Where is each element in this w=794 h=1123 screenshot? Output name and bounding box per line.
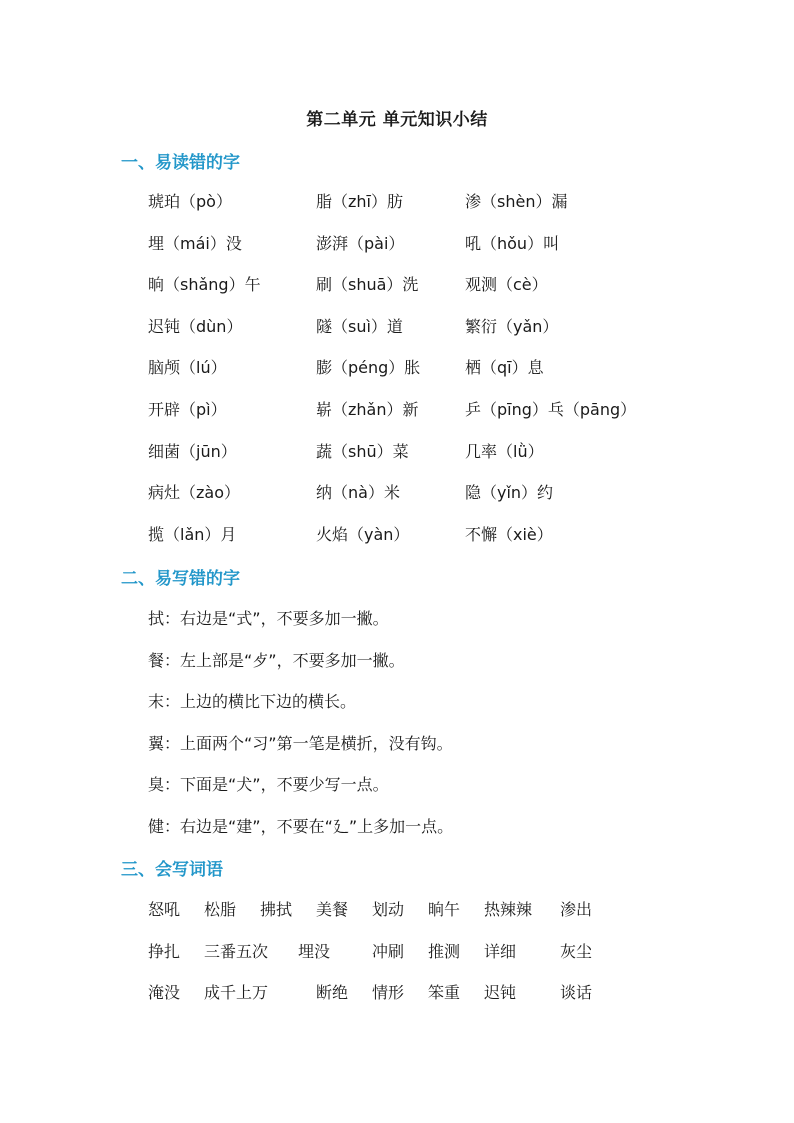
vocab-word: 三番五次 — [204, 942, 269, 961]
misread-item: 蔬（shū）菜 — [316, 442, 409, 461]
writing-note: 臭：下面是“犬”，不要少写一点。 — [148, 775, 389, 794]
misread-item: 崭（zhǎn）新 — [316, 400, 419, 419]
vocab-word: 热辣辣 — [484, 900, 533, 919]
vocab-word: 埋没 — [298, 942, 331, 961]
misread-item: 迟钝（dùn） — [148, 317, 243, 336]
misread-item: 隐（yǐn）约 — [465, 483, 554, 502]
vocab-word: 断绝 — [316, 983, 349, 1002]
writing-note: 健：右边是“建”，不要在“廴”上多加一点。 — [148, 817, 454, 836]
page-title: 第二单元 单元知识小结 — [306, 110, 488, 130]
writing-note: 餐：左上部是“歺”，不要多加一撇。 — [148, 651, 405, 670]
vocab-word: 谈话 — [560, 983, 593, 1002]
misread-item: 渗（shèn）漏 — [465, 192, 568, 211]
misread-item: 脂（zhī）肪 — [316, 192, 403, 211]
misread-item: 揽（lǎn）月 — [148, 525, 237, 544]
misread-item: 澎湃（pài） — [316, 234, 405, 253]
vocab-word: 详细 — [484, 942, 517, 961]
misread-item: 观测（cè） — [465, 275, 548, 294]
misread-item: 几率（lǜ） — [465, 442, 544, 461]
misread-item: 埋（mái）没 — [148, 234, 242, 253]
writing-note: 拭：右边是“式”，不要多加一撇。 — [148, 609, 389, 628]
vocab-word: 成千上万 — [204, 983, 269, 1002]
vocab-word: 渗出 — [560, 900, 593, 919]
misread-item: 不懈（xiè） — [465, 525, 553, 544]
misread-item: 繁衍（yǎn） — [465, 317, 559, 336]
vocab-word: 淹没 — [148, 983, 181, 1002]
misread-item: 琥珀（pò） — [148, 192, 232, 211]
misread-item: 栖（qī）息 — [465, 358, 544, 377]
vocab-word: 笨重 — [428, 983, 461, 1002]
vocab-word: 迟钝 — [484, 983, 517, 1002]
vocab-word: 挣扎 — [148, 942, 181, 961]
misread-item: 刷（shuā）洗 — [316, 275, 419, 294]
section-heading-miswritten: 二、易写错的字 — [121, 569, 240, 589]
vocab-word: 松脂 — [204, 900, 237, 919]
misread-item: 开辟（pì） — [148, 400, 227, 419]
vocab-word: 推测 — [428, 942, 461, 961]
vocab-word: 灰尘 — [560, 942, 593, 961]
misread-item: 吼（hǒu）叫 — [465, 234, 560, 253]
vocab-word: 美餐 — [316, 900, 349, 919]
misread-item: 脑颅（lú） — [148, 358, 227, 377]
misread-item: 隧（suì）道 — [316, 317, 403, 336]
misread-item: 乒（pīng）乓（pāng） — [465, 400, 637, 419]
misread-item: 纳（nà）米 — [316, 483, 400, 502]
vocab-word: 冲刷 — [372, 942, 405, 961]
vocab-word: 拂拭 — [260, 900, 293, 919]
vocab-word: 晌午 — [428, 900, 461, 919]
vocab-word: 划动 — [372, 900, 405, 919]
misread-item: 晌（shǎng）午 — [148, 275, 261, 294]
misread-item: 膨（péng）胀 — [316, 358, 421, 377]
section-heading-misread: 一、易读错的字 — [121, 153, 240, 173]
misread-item: 病灶（zào） — [148, 483, 240, 502]
vocab-word: 怒吼 — [148, 900, 181, 919]
writing-note: 翼：上面两个“习”第一笔是横折，没有钩。 — [148, 734, 453, 753]
misread-item: 细菌（jūn） — [148, 442, 237, 461]
vocab-word: 情形 — [372, 983, 405, 1002]
section-heading-vocabulary: 三、会写词语 — [121, 860, 223, 880]
misread-item: 火焰（yàn） — [316, 525, 410, 544]
writing-note: 末：上边的横比下边的横长。 — [148, 692, 357, 711]
